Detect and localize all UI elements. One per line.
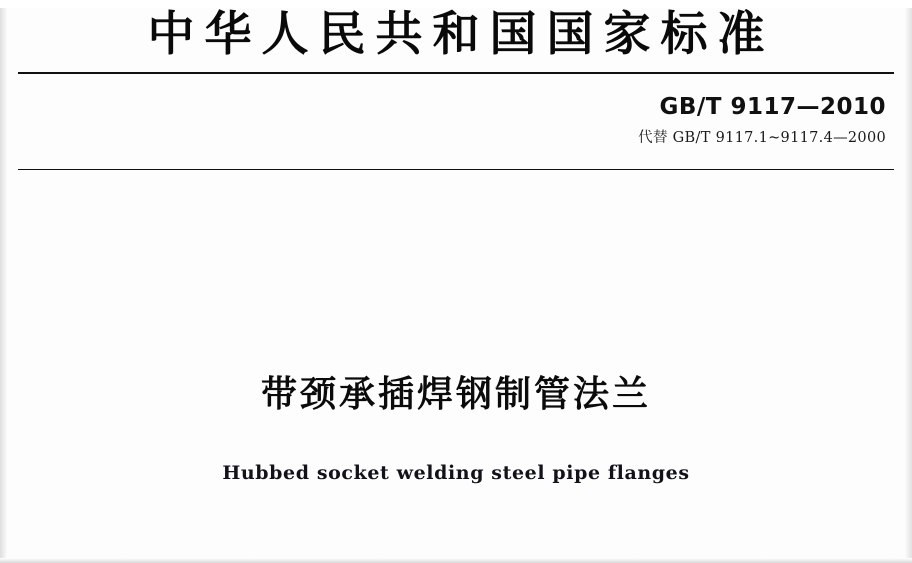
document-title-english: Hubbed socket welding steel pipe flanges bbox=[222, 462, 690, 485]
scan-edge-bottom bbox=[0, 558, 912, 563]
standard-number: GB/T 9117—2010 bbox=[659, 94, 886, 121]
national-standard-header: 中华人民共和国国家标准 bbox=[147, 7, 775, 62]
scan-edge-right bbox=[904, 8, 912, 563]
divider-wrapper bbox=[18, 169, 894, 170]
standard-number-block bbox=[18, 94, 894, 147]
document-page bbox=[0, 8, 912, 563]
standard-replaces-note: 代替 GB/T 9117.1~9117.4—2000 bbox=[638, 130, 886, 147]
header-divider-bottom bbox=[18, 169, 894, 170]
document-title-chinese: 带颈承插焊钢制管法兰 bbox=[260, 374, 651, 416]
scan-edge-left bbox=[0, 8, 8, 563]
header-divider-top bbox=[18, 72, 894, 74]
